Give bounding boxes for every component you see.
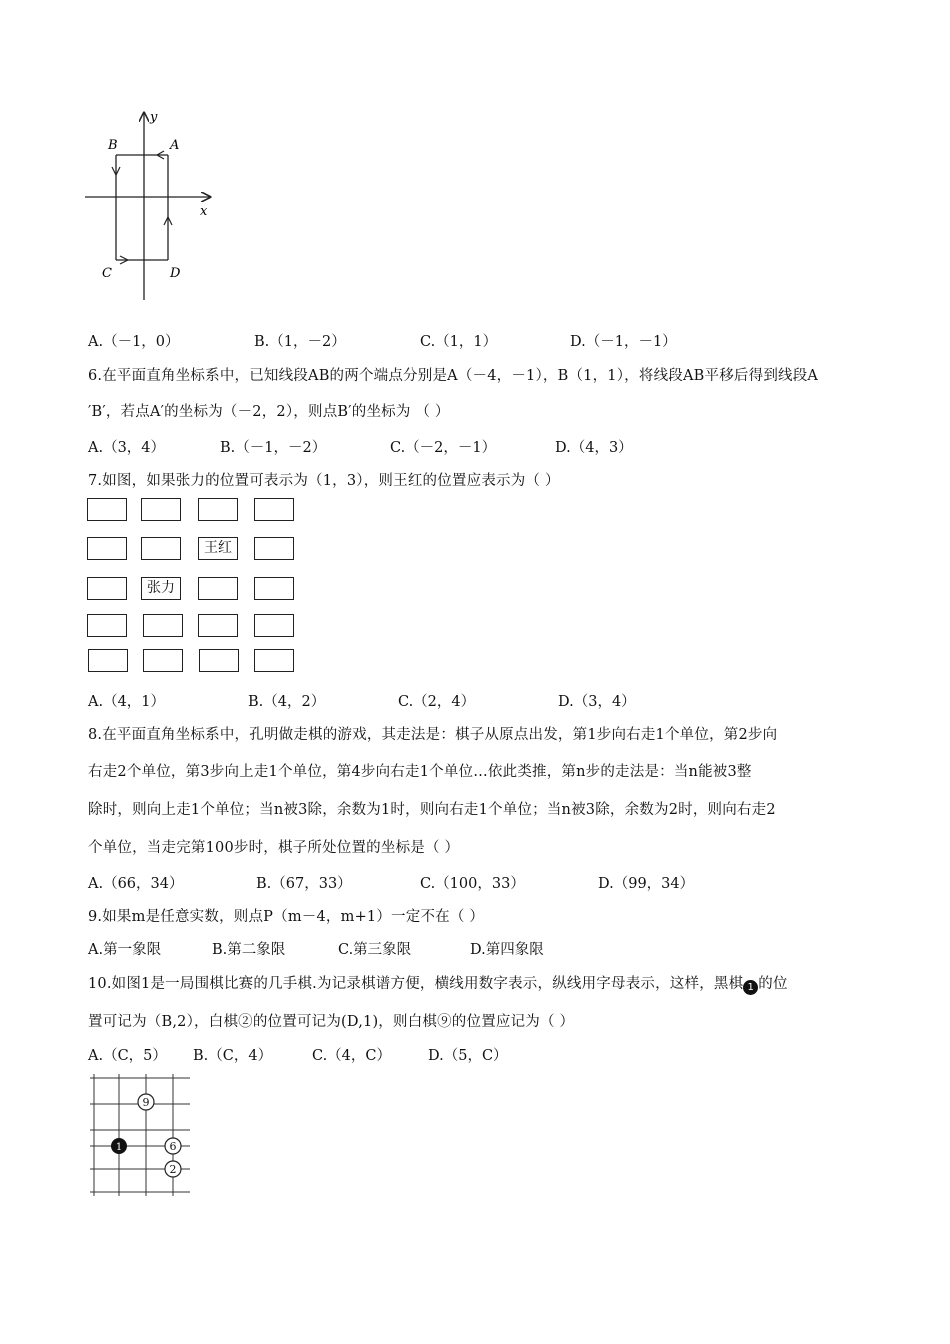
q8-option-c: C.（100，33） xyxy=(420,876,525,892)
label-c: C xyxy=(102,266,112,281)
q10-text-line1 xyxy=(88,972,788,995)
seat-zhang-li: 张力 xyxy=(141,577,181,600)
q6-text-line1: 6.在平面直角坐标系中，已知线段AB的两个端点分别是A（－4，－1），B（1，1），将线段AB平移后得到线段A xyxy=(88,368,819,384)
q9-option-c: C.第三象限 xyxy=(338,942,412,958)
q9-text-line1: 9.如果m是任意实数，则点P（m－4，m+1）一定不在（ ） xyxy=(88,909,485,925)
q5-option-c: C.（1，1） xyxy=(420,334,498,350)
label-a: A xyxy=(170,138,180,153)
seat-box xyxy=(141,498,181,521)
q5-coordinate-figure xyxy=(80,105,220,305)
q10-option-d: D.（5，C） xyxy=(428,1048,508,1064)
q10-text-line1a: 10.如图1是一局围棋比赛的几手棋.为记录棋谱方便，横线用数字表示，纵线用字母表示，这样，黑棋 xyxy=(88,976,744,992)
white-stone-9-label: 9 xyxy=(142,1096,150,1109)
label-d: D xyxy=(170,266,181,281)
white-stone-2-label: 2 xyxy=(169,1163,177,1176)
seat-box xyxy=(88,649,128,672)
seat-box xyxy=(254,537,294,560)
black-stone-1-label: 1 xyxy=(115,1142,123,1153)
seat-box xyxy=(87,498,127,521)
q8-text-line4: 个单位，当走完第100步时，棋子所处位置的坐标是（ ） xyxy=(88,840,460,856)
seat-box xyxy=(143,649,183,672)
seat-box xyxy=(198,498,238,521)
q7-option-a: A.（4，1） xyxy=(88,694,166,710)
q9-option-b: B.第二象限 xyxy=(212,942,286,958)
q8-text-line2: 右走2个单位，第3步向上走1个单位，第4步向右走1个单位…依此类推，第n步的走法是：当n能被3整 xyxy=(88,764,752,780)
white-stone-6-label: 6 xyxy=(169,1140,177,1153)
seat-box xyxy=(254,649,294,672)
seat-box xyxy=(143,614,183,637)
q7-option-b: B.（4，2） xyxy=(248,694,326,710)
seat-box xyxy=(254,614,294,637)
q10-text-line2: 置可记为（B,2），白棋②的位置可记为(D,1)，则白棋⑨的位置应记为（ ） xyxy=(88,1014,575,1030)
q10-option-b: B.（C，4） xyxy=(193,1048,273,1064)
seat-box xyxy=(87,614,127,637)
label-x: x xyxy=(200,204,208,219)
q10-go-board xyxy=(86,1070,196,1200)
q8-option-a: A.（66，34） xyxy=(88,876,184,892)
q8-text-line3: 除时，则向上走1个单位；当n被3除，余数为1时，则向右走1个单位；当n被3除，余数为2时，则向右走2 xyxy=(88,802,776,818)
seat-box xyxy=(254,577,294,600)
seat-box xyxy=(87,537,127,560)
q5-option-a: A.（－1，0） xyxy=(88,334,180,350)
q10-text-line1b: 的位 xyxy=(758,976,788,992)
q6-option-d: D.（4，3） xyxy=(555,440,633,456)
seat-box xyxy=(87,577,127,600)
q6-text-line2: ′B′，若点A′的坐标为（－2，2），则点B′的坐标为 （ ） xyxy=(88,404,450,420)
q6-option-a: A.（3，4） xyxy=(88,440,166,456)
q6-option-c: C.（－2，－1） xyxy=(390,440,497,456)
q6-option-b: B.（－1，－2） xyxy=(220,440,327,456)
q7-option-c: C.（2，4） xyxy=(398,694,476,710)
q8-option-b: B.（67，33） xyxy=(256,876,352,892)
q10-option-c: C.（4，C） xyxy=(312,1048,392,1064)
q9-option-d: D.第四象限 xyxy=(470,942,544,958)
q5-option-d: D.（－1，－1） xyxy=(570,334,677,350)
q5-option-b: B.（1，－2） xyxy=(254,334,346,350)
label-b: B xyxy=(108,138,118,153)
seat-box xyxy=(254,498,294,521)
q8-option-d: D.（99，34） xyxy=(598,876,695,892)
q7-option-d: D.（3，4） xyxy=(558,694,636,710)
label-y: y xyxy=(150,110,158,125)
seat-box xyxy=(198,614,238,637)
q10-option-a: A.（C，5） xyxy=(88,1048,167,1064)
seat-box xyxy=(199,649,239,672)
q7-text-line1: 7.如图，如果张力的位置可表示为（1，3），则王红的位置应表示为（ ） xyxy=(88,473,560,489)
seat-box xyxy=(198,577,238,600)
seat-box xyxy=(141,537,181,560)
q9-option-a: A.第一象限 xyxy=(88,942,162,958)
seat-wang-hong: 王红 xyxy=(198,537,238,560)
q8-text-line1: 8.在平面直角坐标系中，孔明做走棋的游戏，其走法是：棋子从原点出发，第1步向右走1个单位，第2步向 xyxy=(88,727,778,743)
black-stone-icon: 1 xyxy=(743,980,758,995)
